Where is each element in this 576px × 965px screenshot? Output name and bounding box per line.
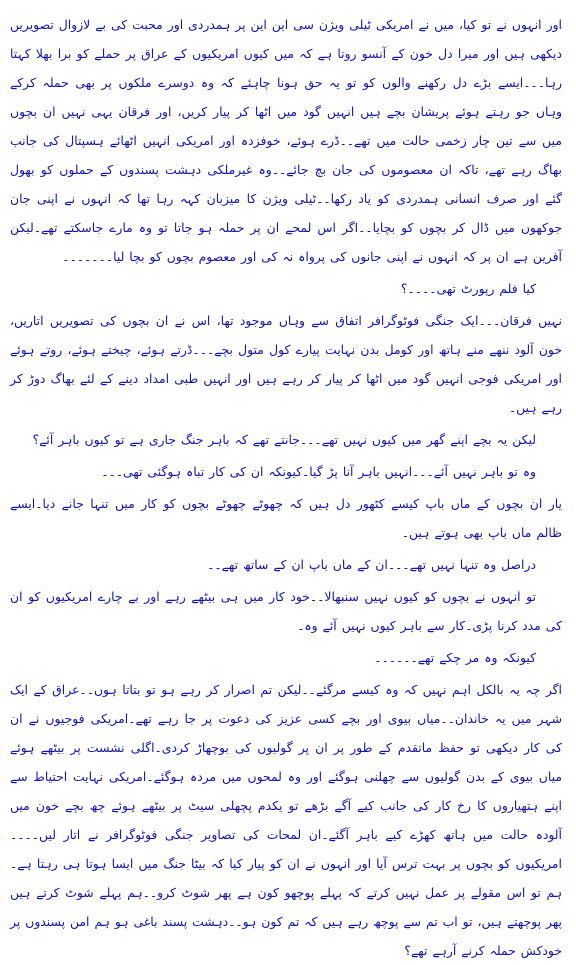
paragraph-cruel-parents: یار ان بچوں کے ماں باپ کیسے کٹھور دل ہیں کہ چھوٹے چھوٹے بچوں کو کار میں تنہا جانے دیا۔ایسے ظالم ماں باپ بھی ہوتے ہیں۔ [10,496,562,540]
paragraph-why-not-handled: تو انہوں نے بچوں کو کیوں نہیں سنبھالا۔۔خود کار میں ہی بیٹھے رہے اور بے چارے امریکیوں کو ان کی مدد کرنا پڑی۔کار سے باہر کیوں نہیں آئے وہ۔ [10,589,562,633]
paragraph-war-photographer: نہیں فرقان۔۔۔ایک جنگی فوٹوگرافر اتفاق سے وہاں موجود تھا، اس نے ان بچوں کی تصویریں اتاریں، خون آلود ننھے منے ہاتھ اور کومل بدن نہایت پیارے کول متول بچے۔۔۔ڈرتے ہوئے، چیختے ہوئے، روتے ہوئے اور امریکی فوجی انہیں گود میں اٹھا کر پیار کر رہے ہیں اور انہیں طبی امداد دینے کے لئے بھاگ دوڑ کر رہے ہیں۔ [10,313,562,415]
paragraph-how-they-died: اگر چہ یہ بالکل اہم نہیں کہ وہ کیسے مرگئے۔۔لیکن تم اصرار کر رہے ہو تو بتاتا ہوں۔۔عراق کے ایک شہر میں یہ خاندان۔۔میاں بیوی اور بچے کسی عزیز کی دعوت پر جا رہے تھے۔امریکی فوجیوں نے ان کی کار دیکھی تو حفظ ماتقدم کے طور پر ان پر گولیوں کی بوچھاڑ کردی۔اگلی نشست پر بیٹھے ہوئے میاں بیوی کے بدن گولیوں سے چھلنی ہوگئے اور وہ لمحوں میں مردہ ہوگئے۔امریکی نہایت احتیاط سے اپنے ہتھیاروں کا رخ کار کی جانب کیے آگے بڑھے تو یکدم پچھلی سیٹ پر بیٹھے ہوئے چھ بچے خون میں آلودہ حالت میں ہاتھ کھڑے کیے باہر آگئے۔ان لمحات کی تصاویر جنگی فوٹوگرافر نے اتار لیں۔۔۔۔امریکیوں کو بچوں پر بہت ترس آیا اور انہوں نے ان کو پیار کیا کہ بیٹا جنگ میں ایسا ہوتا ہی رہتا ہے۔ہم تو اس مقولے پر عمل نہیں کرتے کہ پہلے پوچھو کون ہے پھر شوٹ کرو۔۔ہم پہلے شوٹ کرتے ہیں پھر پوچھتے ہیں، تو اب تم سے پوچھ رہے ہیں کہ تم کون ہو۔۔دہشت پسند باغی ہو ہم امن پسندوں پر خودکش حملہ کرنے آرہے تھے؟ [10,682,562,958]
paragraph-car-destroyed: وہ تو باہر نہیں آئے۔۔۔انہیں باہر آنا پڑ گیا۔کیونکہ ان کی کار تباہ ہوگئی تھی۔۔۔ [101,464,536,479]
paragraph-cnn-compassion: اور انہوں نے تو کیا، میں نے امریکی ٹیلی ویژن سی این این پر ہمدردی اور محبت کی بے لازوال تصویریں دیکھی ہیں اور میرا دل خون کے آنسو روتا ہے کہ میں کیوں امریکیوں کے عراق پر حملے کو برا بھلا کہتا رہا۔۔۔ایسے بڑے دل رکھنے والوں کو تو یہ حق ہونا چاہئے کہ وہ دوسرے ملکوں پر بھی حملہ کرکے وہاں جو رہتے ہوئے پریشان بچے ہیں انہیں گود میں اٹھا کر پیار کریں، اور فرقان یہی نہیں ان بچوں میں سے تین چار زخمی حالت میں تھے۔۔ڈرے ہوئے، خوفزدہ اور امریکی انہیں اٹھائے ہسپتال کی جانب بھاگ رہے تھے، تاکہ ان معصوموں کی جان بچ جائے۔۔وہ غیرملکی دہشت پسندوں کے حملوں کو بھول گئے اور صرف انسانی ہمدردی کو یاد رکھا۔۔ٹیلی ویژن کا میزبان کہہ رہا تھا کہ انہوں نے اپنی جان جوکھوں میں ڈال کر بچوں کو بچایا۔۔اگر اس لمحے ان پر حملہ ہو جاتا تو وہ مارے جاسکتے تھے۔لیکن آفرین ہے ان پر کہ انہوں نے اپنی جانوں کی پرواہ نہ کی اور معصوم بچوں کو بچا لیا۔۔۔۔۔۔۔ [10,17,562,264]
paragraph-why-outside: لیکن یہ بچے اپنے گھر میں کیوں نہیں تھے۔۔۔جانتے تھے کہ باہر جنگ جاری ہے تو کیوں باہر آئے؟ [32,432,536,447]
paragraph-film-report-question: کیا فلم رپورٹ تھی۔۔۔۔؟ [400,281,536,296]
paragraph-parents-with-them: دراصل وہ تنہا نہیں تھے۔۔۔ان کے ماں باپ ان کے ساتھ تھے۔۔ [207,557,536,572]
paragraph-they-were-dead: کیونکہ وہ مر چکے تھے۔۔۔۔۔۔ [374,650,536,665]
